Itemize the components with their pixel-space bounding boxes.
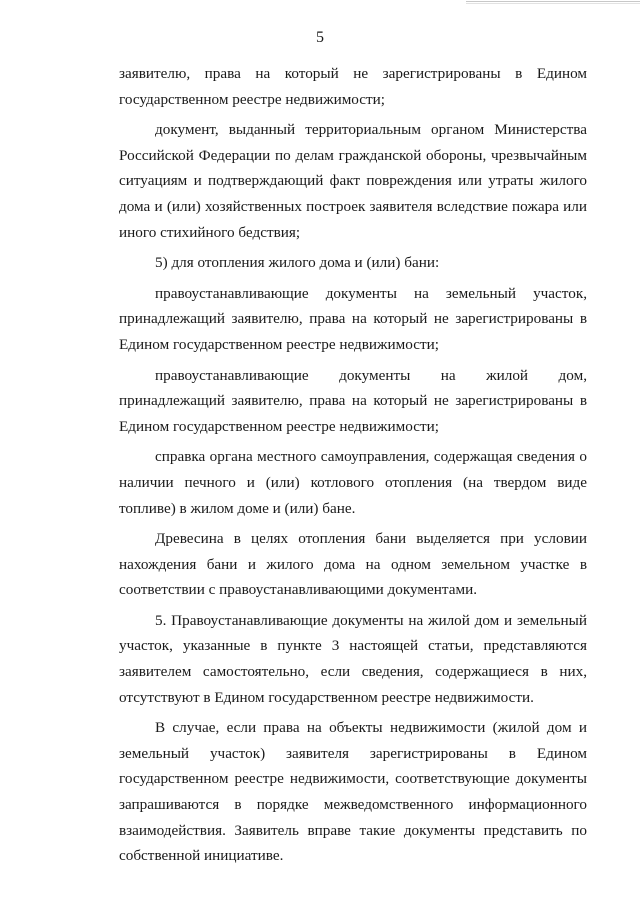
- paragraph-heating-heading: 5) для отопления жилого дома и (или) бани:: [155, 254, 440, 272]
- scan-edge-line-secondary: [466, 3, 640, 4]
- page-number: 5: [316, 29, 324, 46]
- paragraph-heating-certificate: справка органа местного самоуправления, содержащая сведения о наличии печного и (или) котлового отопления (на твердом виде топливе) в жилом доме и (или) бане.: [119, 448, 587, 517]
- paragraph-document-mchs: документ, выданный территориальным органом Министерства Российской Федерации по делам гражданской обороны, чрезвычайным ситуациям и подтверждающий факт повреждения или утраты жилого дома и (или) хозяйственных построек заявителя вследствие пожара или иного стихийного бедствия;: [119, 121, 587, 241]
- paragraph-land-documents: правоустанавливающие документы на земельный участок, принадлежащий заявителю, права на который не зарегистрированы в Едином государственном реестре недвижимости;: [119, 284, 587, 353]
- paragraph-bath-wood: Древесина в целях отопления бани выделяется при условии нахождения бани и жилого дома на одном земельном участке в соответствии с правоустанавливающими документами.: [119, 530, 587, 599]
- paragraph-house-documents: правоустанавливающие документы на жилой дом, принадлежащий заявителю, права на который не зарегистрированы в Едином государственном реестре недвижимости;: [119, 366, 587, 435]
- scan-edge-line: [466, 1, 640, 2]
- paragraph-interagency: В случае, если права на объекты недвижимости (жилой дом и земельный участок) заявителя зарегистрированы в Едином государственном реестре недвижимости, соответствующие документы запрашиваются в порядке межведомственного информационного взаимодействия. Заявитель вправе такие документы представить по собственной инициативе.: [119, 719, 587, 865]
- paragraph-item-5: 5. Правоустанавливающие документы на жилой дом и земельный участок, указанные в пункте 3 настоящей статьи, представляются заявителем самостоятельно, если сведения, содержащиеся в них, отсутствуют в Едином государственном реестре недвижимости.: [119, 611, 587, 706]
- paragraph-continuation: заявителю, права на который не зарегистрированы в Едином государственном реестре недвижимости;: [119, 65, 587, 108]
- document-body: [119, 61, 587, 869]
